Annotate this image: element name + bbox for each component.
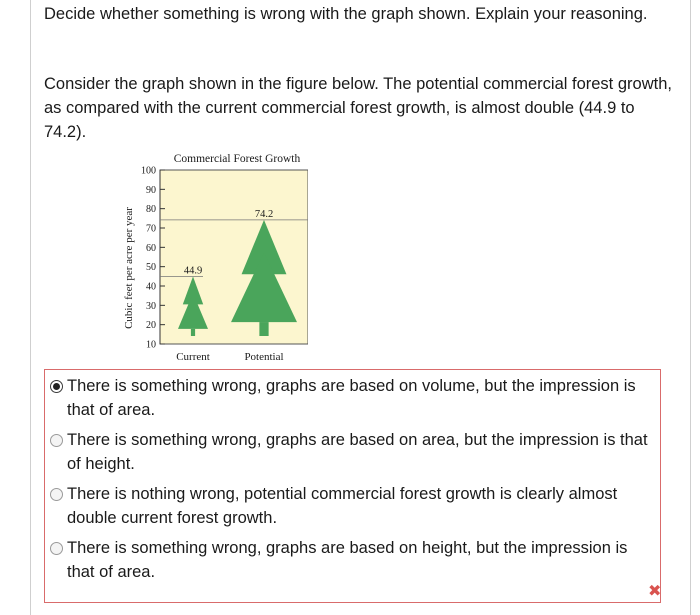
radio-button-3[interactable] [50,488,63,501]
x-axis-labels [176,351,283,363]
y-tick-label: 10 [146,339,156,351]
radio-button-4[interactable] [50,542,63,555]
y-tick-label: 90 [146,184,156,196]
answer-option-label: There is nothing wrong, potential commercial forest growth is clearly almost double current forest growth. [67,485,618,527]
question-body: Consider the graph shown in the figure below. The potential commercial forest growth, as compared with the current commercial forest growth, is almost double (44.9 to 74.2). [44,75,672,141]
y-tick-label: 70 [146,223,156,235]
y-tick-label: 30 [146,300,156,312]
data-label: 74.2 [254,208,274,220]
x-category-label: Current [176,351,210,363]
y-tick-label: 40 [146,281,156,293]
answer-choices [44,369,661,603]
content-left-border [30,0,31,615]
data-label: 44.9 [183,265,203,277]
x-category-label: Potential [244,351,284,363]
answer-option-label: There is something wrong, graphs are based on volume, but the impression is that of area. [67,377,636,419]
radio-button-2[interactable] [50,434,63,447]
incorrect-x-icon: ✖ [648,583,662,600]
answer-option-label: There is something wrong, graphs are based on area, but the impression is that of height. [67,431,648,473]
y-tick-label: 50 [146,262,156,274]
answer-option-label: There is something wrong, graphs are based on height, but the impression is that of area. [67,539,628,581]
chart-y-axis-label: Cubic feet per acre per year [123,207,135,329]
content-right-border [690,0,691,615]
y-tick-label: 60 [146,242,156,254]
y-tick-label: 80 [146,204,156,216]
question-title: Decide whether something is wrong with the graph shown. Explain your reasoning. [44,5,648,23]
y-tick-label: 20 [146,320,156,332]
forest-growth-chart [118,146,308,368]
chart-title: Commercial Forest Growth [173,153,301,165]
y-tick-label: 100 [141,165,156,177]
radio-button-1[interactable] [50,380,63,393]
